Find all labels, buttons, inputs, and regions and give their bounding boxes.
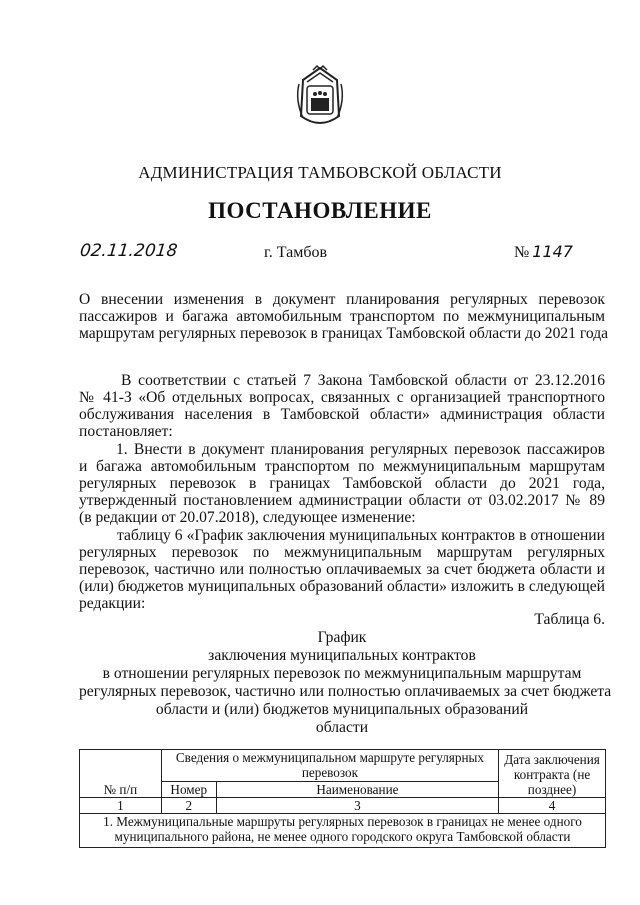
header-route-name: Наименование: [216, 782, 498, 798]
body-line: (или) бюджетов муниципальных образований области» изложить в следующей: [79, 578, 605, 595]
index-cell: 2: [161, 798, 216, 814]
table-label: Таблица 6.: [534, 611, 605, 628]
index-cell: 3: [216, 798, 498, 814]
subject-line: маршрутам регулярных перевозок в границах Тамбовской области до 2021 года: [79, 325, 609, 342]
body-line: регулярных перевозок по межмуниципальным маршрутам регулярных: [79, 544, 605, 561]
header-route-number: Номер: [161, 782, 216, 798]
schedule-title-line: регулярных перевозок, частично или полностью оплачиваемых за счет бюджета: [79, 683, 612, 700]
schedule-title-line: заключения муниципальных контрактов: [208, 647, 476, 664]
schedule-title-line: области: [315, 719, 369, 736]
document-type: ПОСТАНОВЛЕНИЕ: [208, 198, 432, 223]
section-heading: 1. Межмуниципальные маршруты регулярных перевозок в границах не менее одного муниципального района, не менее одного городского округа Тамбовской области: [80, 814, 606, 848]
subject-line: О внесении изменения в документ планирования регулярных перевозок: [79, 291, 605, 308]
subject-line: пассажиров и багажа автомобильным транспортом по межмуниципальным: [79, 308, 605, 325]
number-label: №: [514, 244, 530, 261]
document-city: г. Тамбов: [264, 244, 328, 261]
body-line: 1. Внести в документ планирования регулярных перевозок пассажиров: [116, 441, 605, 458]
header-route-info: Сведения о межмуниципальном маршруте регулярных перевозок: [161, 750, 498, 782]
index-cell: 1: [80, 798, 162, 814]
header-contract-date: Дата заключения контракта (не позднее): [499, 750, 606, 798]
document-number: [514, 242, 573, 262]
organization-name: АДМИНИСТРАЦИЯ ТАМБОВСКОЙ ОБЛАСТИ: [138, 163, 502, 182]
body-line: регулярных перевозок в границах Тамбовской области до 2021 года,: [79, 475, 605, 492]
body-line: таблицу 6 «График заключения муниципальных контрактов в отношении: [117, 527, 605, 544]
body-line: В соответствии с статьей 7 Закона Тамбовской области от 23.12.2016: [121, 372, 605, 389]
body-line: № 41-З «Об отдельных вопросах, связанных с организацией транспортного: [79, 389, 605, 406]
body-line: постановляет:: [79, 423, 173, 440]
header-row-number: № п/п: [80, 750, 162, 798]
body-line: обслуживания населения в Тамбовской области» администрация области: [79, 406, 605, 423]
schedule-title-line: области и (или) бюджетов муниципальных образований: [155, 701, 529, 718]
coat-of-arms-emblem: [293, 64, 347, 130]
body-line: утвержденный постановлением администрации области от 03.02.2017 № 89: [79, 492, 605, 509]
index-cell: 4: [499, 798, 606, 814]
body-line: перевозок, частично или полностью оплачиваемых за счет бюджета области и: [79, 561, 605, 578]
schedule-table: [79, 749, 606, 848]
schedule-title: График: [317, 629, 367, 646]
document-date: 02.11.2018: [78, 241, 179, 261]
body-line: редакции:: [79, 595, 146, 612]
number-value: 1147: [532, 242, 573, 261]
body-line: и багажа автомобильным транспортом по межмуниципальным маршрутам: [79, 458, 605, 475]
schedule-title-line: в отношении регулярных перевозок по межмуниципальным маршрутам: [102, 665, 582, 682]
body-line: (в редакции от 20.07.2018), следующее изменение:: [79, 509, 416, 526]
